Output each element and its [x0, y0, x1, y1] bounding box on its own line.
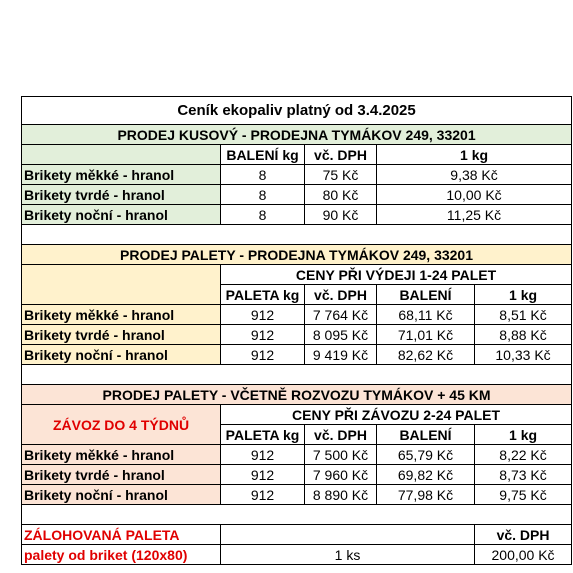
price-vat: 80 Kč [305, 185, 377, 205]
section2-subheading-row [22, 265, 572, 285]
section1-heading-row [22, 125, 572, 145]
deposit-heading-row [22, 525, 572, 545]
price-per-kg: 8,73 Kč [475, 465, 572, 485]
price-vat: 7 960 Kč [305, 465, 377, 485]
pallet-kg: 912 [221, 465, 305, 485]
section1-col-pack: BALENÍ kg [221, 145, 305, 165]
deposit-blank [221, 525, 475, 545]
price-pack: 68,11 Kč [377, 305, 475, 325]
pallet-kg: 912 [221, 305, 305, 325]
spacer [22, 225, 572, 245]
price-per-kg: 10,00 Kč [377, 185, 572, 205]
table-row [22, 545, 572, 565]
product-name: Brikety noční - hranol [22, 345, 221, 365]
section1-columns-row [22, 145, 572, 165]
price-vat: 9 419 Kč [305, 345, 377, 365]
price-vat: 7 764 Kč [305, 305, 377, 325]
price-vat: 7 500 Kč [305, 445, 377, 465]
deposit-qty: 1 ks [221, 545, 475, 565]
product-name: Brikety noční - hranol [22, 485, 221, 505]
deposit-heading: ZÁLOHOVANÁ PALETA [22, 525, 221, 545]
section3-col-pallet: PALETA kg [221, 425, 305, 445]
section1-corner [22, 145, 221, 165]
section3-subheading-row [22, 405, 572, 425]
section1-col-price: vč. DPH [305, 145, 377, 165]
spacer [22, 505, 572, 525]
spacer-row [22, 225, 572, 245]
pack-kg: 8 [221, 185, 305, 205]
table-row [22, 305, 572, 325]
price-per-kg: 11,25 Kč [377, 205, 572, 225]
product-name: Brikety měkké - hranol [22, 445, 221, 465]
price-vat: 75 Kč [305, 165, 377, 185]
deposit-price: 200,00 Kč [475, 545, 572, 565]
section2-col-pallet: PALETA kg [221, 285, 305, 305]
price-per-kg: 9,75 Kč [475, 485, 572, 505]
price-pack: 69,82 Kč [377, 465, 475, 485]
pallet-kg: 912 [221, 345, 305, 365]
price-vat: 90 Kč [305, 205, 377, 225]
table-row [22, 485, 572, 505]
product-name: Brikety tvrdé - hranol [22, 325, 221, 345]
price-vat: 8 890 Kč [305, 485, 377, 505]
section1-heading: PRODEJ KUSOVÝ - PRODEJNA TYMÁKOV 249, 33201 [22, 125, 572, 145]
price-vat: 8 095 Kč [305, 325, 377, 345]
price-pack: 77,98 Kč [377, 485, 475, 505]
section3-col-pack: BALENÍ [377, 425, 475, 445]
section2-heading: PRODEJ PALETY - PRODEJNA TYMÁKOV 249, 33201 [22, 245, 572, 265]
price-per-kg: 10,33 Kč [475, 345, 572, 365]
page-title: Ceník ekopaliv platný od 3.4.2025 [22, 97, 572, 125]
section3-subheading: CENY PŘI ZÁVOZU 2-24 PALET [221, 405, 572, 425]
section2-subheading: CENY PŘI VÝDEJI 1-24 PALET [221, 265, 572, 285]
price-list-table [21, 96, 572, 565]
section1-col-per-kg: 1 kg [377, 145, 572, 165]
section3-col-price: vč. DPH [305, 425, 377, 445]
pallet-kg: 912 [221, 485, 305, 505]
product-name: Brikety tvrdé - hranol [22, 465, 221, 485]
pallet-kg: 912 [221, 445, 305, 465]
table-row [22, 165, 572, 185]
table-row [22, 465, 572, 485]
price-pack: 71,01 Kč [377, 325, 475, 345]
pack-kg: 8 [221, 165, 305, 185]
pack-kg: 8 [221, 205, 305, 225]
table-row [22, 345, 572, 365]
section2-col-per-kg: 1 kg [475, 285, 572, 305]
section2-heading-row [22, 245, 572, 265]
section2-corner [22, 265, 221, 305]
price-per-kg: 8,22 Kč [475, 445, 572, 465]
price-per-kg: 9,38 Kč [377, 165, 572, 185]
price-pack: 65,79 Kč [377, 445, 475, 465]
table-row [22, 445, 572, 465]
spacer [22, 365, 572, 385]
product-name: Brikety tvrdé - hranol [22, 185, 221, 205]
product-name: Brikety noční - hranol [22, 205, 221, 225]
section2-col-price: vč. DPH [305, 285, 377, 305]
section2-col-pack: BALENÍ [377, 285, 475, 305]
product-name: Brikety měkké - hranol [22, 305, 221, 325]
pallet-kg: 912 [221, 325, 305, 345]
product-name: Brikety měkké - hranol [22, 165, 221, 185]
section3-heading-row [22, 385, 572, 405]
spacer-row [22, 505, 572, 525]
table-row [22, 205, 572, 225]
price-pack: 82,62 Kč [377, 345, 475, 365]
deposit-price-header: vč. DPH [475, 525, 572, 545]
delivery-note: ZÁVOZ DO 4 TÝDNŮ [22, 405, 221, 445]
price-per-kg: 8,88 Kč [475, 325, 572, 345]
section3-col-per-kg: 1 kg [475, 425, 572, 445]
title-row [22, 97, 572, 125]
price-per-kg: 8,51 Kč [475, 305, 572, 325]
table-row [22, 185, 572, 205]
table-row [22, 325, 572, 345]
deposit-item: palety od briket (120x80) [22, 545, 221, 565]
section3-heading: PRODEJ PALETY - VČETNĚ ROZVOZU TYMÁKOV + 45 KM [22, 385, 572, 405]
spacer-row [22, 365, 572, 385]
